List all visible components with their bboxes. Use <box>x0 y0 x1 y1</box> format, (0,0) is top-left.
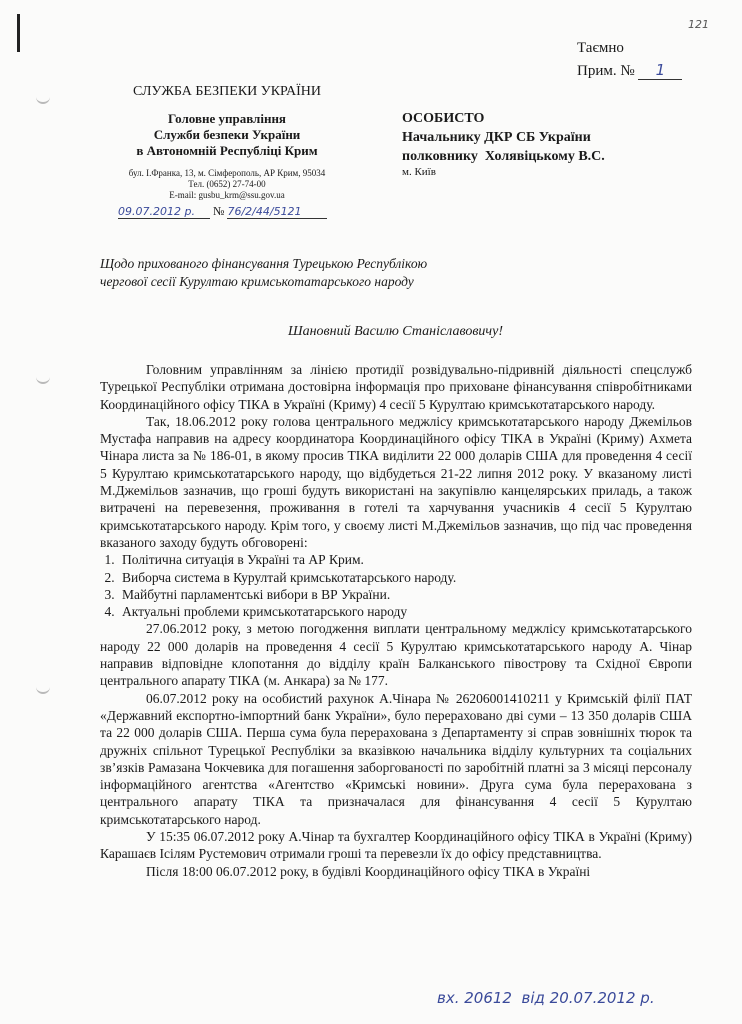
list-item: 3. Майбутні парламентські вибори в ВР України. <box>118 586 692 603</box>
classification-label: Таємно <box>577 40 624 56</box>
discussion-topics-list <box>100 551 692 620</box>
department-line3: в Автономній Республіці Крим <box>136 143 318 158</box>
greeting: Шановний Василю Станіславовичу! <box>288 324 503 339</box>
service-name: СЛУЖБА БЕЗПЕКИ УКРАЇНИ <box>132 84 322 99</box>
body-paragraph: Після 18:00 06.07.2012 року, в будівлі Координаційного офісу ТІКА в Україні <box>146 863 591 879</box>
body-paragraph: 06.07.2012 року на особистий рахунок А.Чінара № 26206001410211 у Кримській філії ПАТ «Державний експортно-імпортний банк України», було перераховано дві суми – 13 350 доларів США та 22 000 доларів США. Перша сума була перерахована з Департаменту зі справ зовнішніх тюрок та дружніх спільнот Турецької Республіки за вказівкою начальника відділу культурних та соціальних зв’язків Рамазана Чокчевика для погашення заборгованості по заробітній платні за 3 місяці персоналу інформаційного агентства «Агентство «Кримські новини». Друга сума була перерахована з центрального апарату ТІКА та призначалася для фінансування 4 сесії 5 Курултаю кримськотатарського народ. <box>100 690 692 827</box>
list-item: 1. Політична ситуація в Україні та АР Крим. <box>118 551 692 568</box>
body-paragraph: 27.06.2012 року, з метою погодження виплати центральному меджлісу кримськотатарського народу 22 000 доларів на проведення 4 сесії 5 Курултаю кримськотатарського народу А. Чінар направив відповідне клопотання до відділу країн Балканського півострову та Східної Європи центрального апарату ТІКА (м. Анкара) за № 177. <box>100 621 692 689</box>
copy-label: Прим. № <box>577 63 635 79</box>
letter-body <box>100 361 692 880</box>
incoming-registration: вх. 20612 від 20.07.2012 р. <box>437 989 655 1007</box>
outgoing-number: 76/2/44/5121 <box>227 205 327 219</box>
body-paragraph: Головним управлінням за лінією протидії розвідувально-підривній діяльності спецслужб Турецької Республіки отримана достовірна інформація про приховане фінансування співробітниками Координаційного офісу ТІКА в Україні (Криму) 4 сесії 5 Курултаю кримськотатарського народу. <box>100 362 692 412</box>
subject-line1: Щодо прихованого фінансування Турецькою Республікою <box>100 256 428 271</box>
outgoing-date: 09.07.2012 р. <box>118 205 210 219</box>
subject-line2: чергової сесії Курултаю кримськотатарського народу <box>100 274 414 289</box>
sender-phone: Тел. (0652) 27-74-00 <box>188 179 266 189</box>
body-paragraph: У 15:35 06.07.2012 року А.Чінар та бухгалтер Координаційного офісу ТІКА в Україні (Криму) Карашаєв Ісілям Рустемович отримали гроші та перевезли їх до офісу представництва. <box>100 829 692 862</box>
copy-number-line <box>577 61 682 80</box>
copy-number: 1 <box>638 61 682 80</box>
margin-mark <box>17 14 20 52</box>
recipient-city: м. Київ <box>402 166 436 178</box>
punch-hole-mark <box>36 686 50 694</box>
outgoing-number-label: № <box>213 204 225 218</box>
punch-hole-mark <box>36 96 50 104</box>
sender-address: бул. І.Франка, 13, м. Сімферополь, АР Крим, 95034 <box>128 168 326 178</box>
sender-email: E-mail: gusbu_krm@ssu.gov.ua <box>169 190 285 200</box>
department-line2: Служби безпеки України <box>153 127 301 142</box>
recipient-line1: Начальнику ДКР СБ України <box>402 130 591 145</box>
list-item: 2. Виборча система в Курултай кримськотатарського народу. <box>118 569 692 586</box>
outgoing-reference <box>118 204 338 219</box>
recipient-line2: полковнику Холявіцькому В.С. <box>402 149 605 164</box>
punch-hole-mark <box>36 376 50 384</box>
list-item: 4. Актуальні проблеми кримськотатарського народу <box>118 603 692 620</box>
department-line1: Головне управління <box>168 111 286 126</box>
body-paragraph: Так, 18.06.2012 року голова центрального меджлісу кримськотатарського народу Джемільов Мустафа направив на адресу координатора Координаційного офісу ТІКА в Україні (Криму) Ахмета Чінара листа за № 186-01, в якому просив ТІКА виділити 22 000 доларів США для проведення 4 сесії 5 Курултаю кримськотатарського народу, що відбудеться 21-22 липня 2012 року. У вказаному листі М.Джемільов зазначив, що гроші будуть використані на закупівлю канцелярських приладь, а також витрачені на перевезення, проживання в готелі та харчування учасників 4 сесії 5 Курултаю кримськотатарського народу. Крім того, у своєму листі М.Джемільов зазначив, що під час проведення вказаного заходу будуть обговорені: <box>100 413 692 550</box>
page-number: 121 <box>688 18 709 31</box>
personal-mark: ОСОБИСТО <box>402 111 485 126</box>
